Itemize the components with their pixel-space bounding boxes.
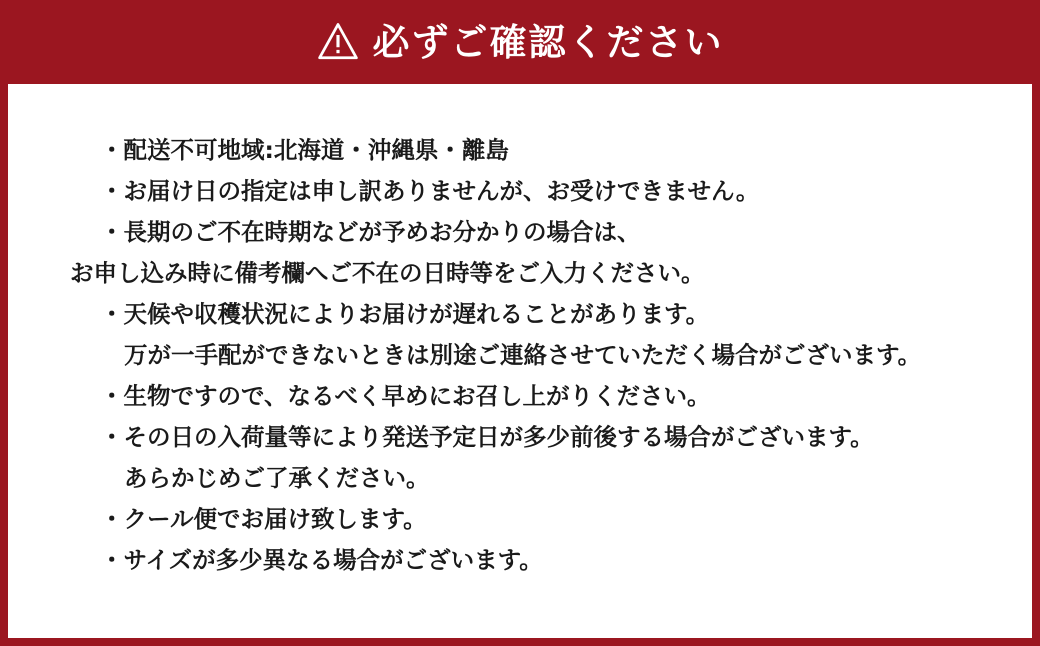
- list-item: ・サイズが多少異なる場合がございます。: [100, 546, 543, 574]
- list-item: あらかじめご了承ください。: [124, 464, 430, 492]
- list-item: 万が一手配ができないときは別途ご連絡させていただく場合がございます。: [124, 341, 922, 369]
- warning-triangle-icon: [317, 21, 359, 63]
- list-item: ・長期のご不在時期などが予めお分かりの場合は、: [100, 218, 641, 246]
- list-item: ・お届け日の指定は申し訳ありませんが、お受けできません。: [100, 177, 760, 205]
- list-item: ・生物ですので、なるべく早めにお召し上がりください。: [100, 382, 711, 410]
- list-item: ・クール便でお届け致します。: [100, 505, 427, 533]
- list-item: ・その日の入荷量等により発送予定日が多少前後する場合がございます。: [100, 423, 874, 451]
- notice-body: [8, 84, 1032, 638]
- notice-list: [38, 130, 1002, 581]
- page-title: 必ずご確認ください: [372, 20, 724, 64]
- list-item: ・天候や収穫状況によりお届けが遅れることがあります。: [100, 300, 710, 328]
- list-item: ・配送不可地域:北海道・沖縄県・離島: [100, 136, 509, 164]
- list-item: お申し込み時に備考欄へご不在の日時等をご入力ください。: [70, 259, 705, 287]
- notice-header: [0, 0, 1040, 84]
